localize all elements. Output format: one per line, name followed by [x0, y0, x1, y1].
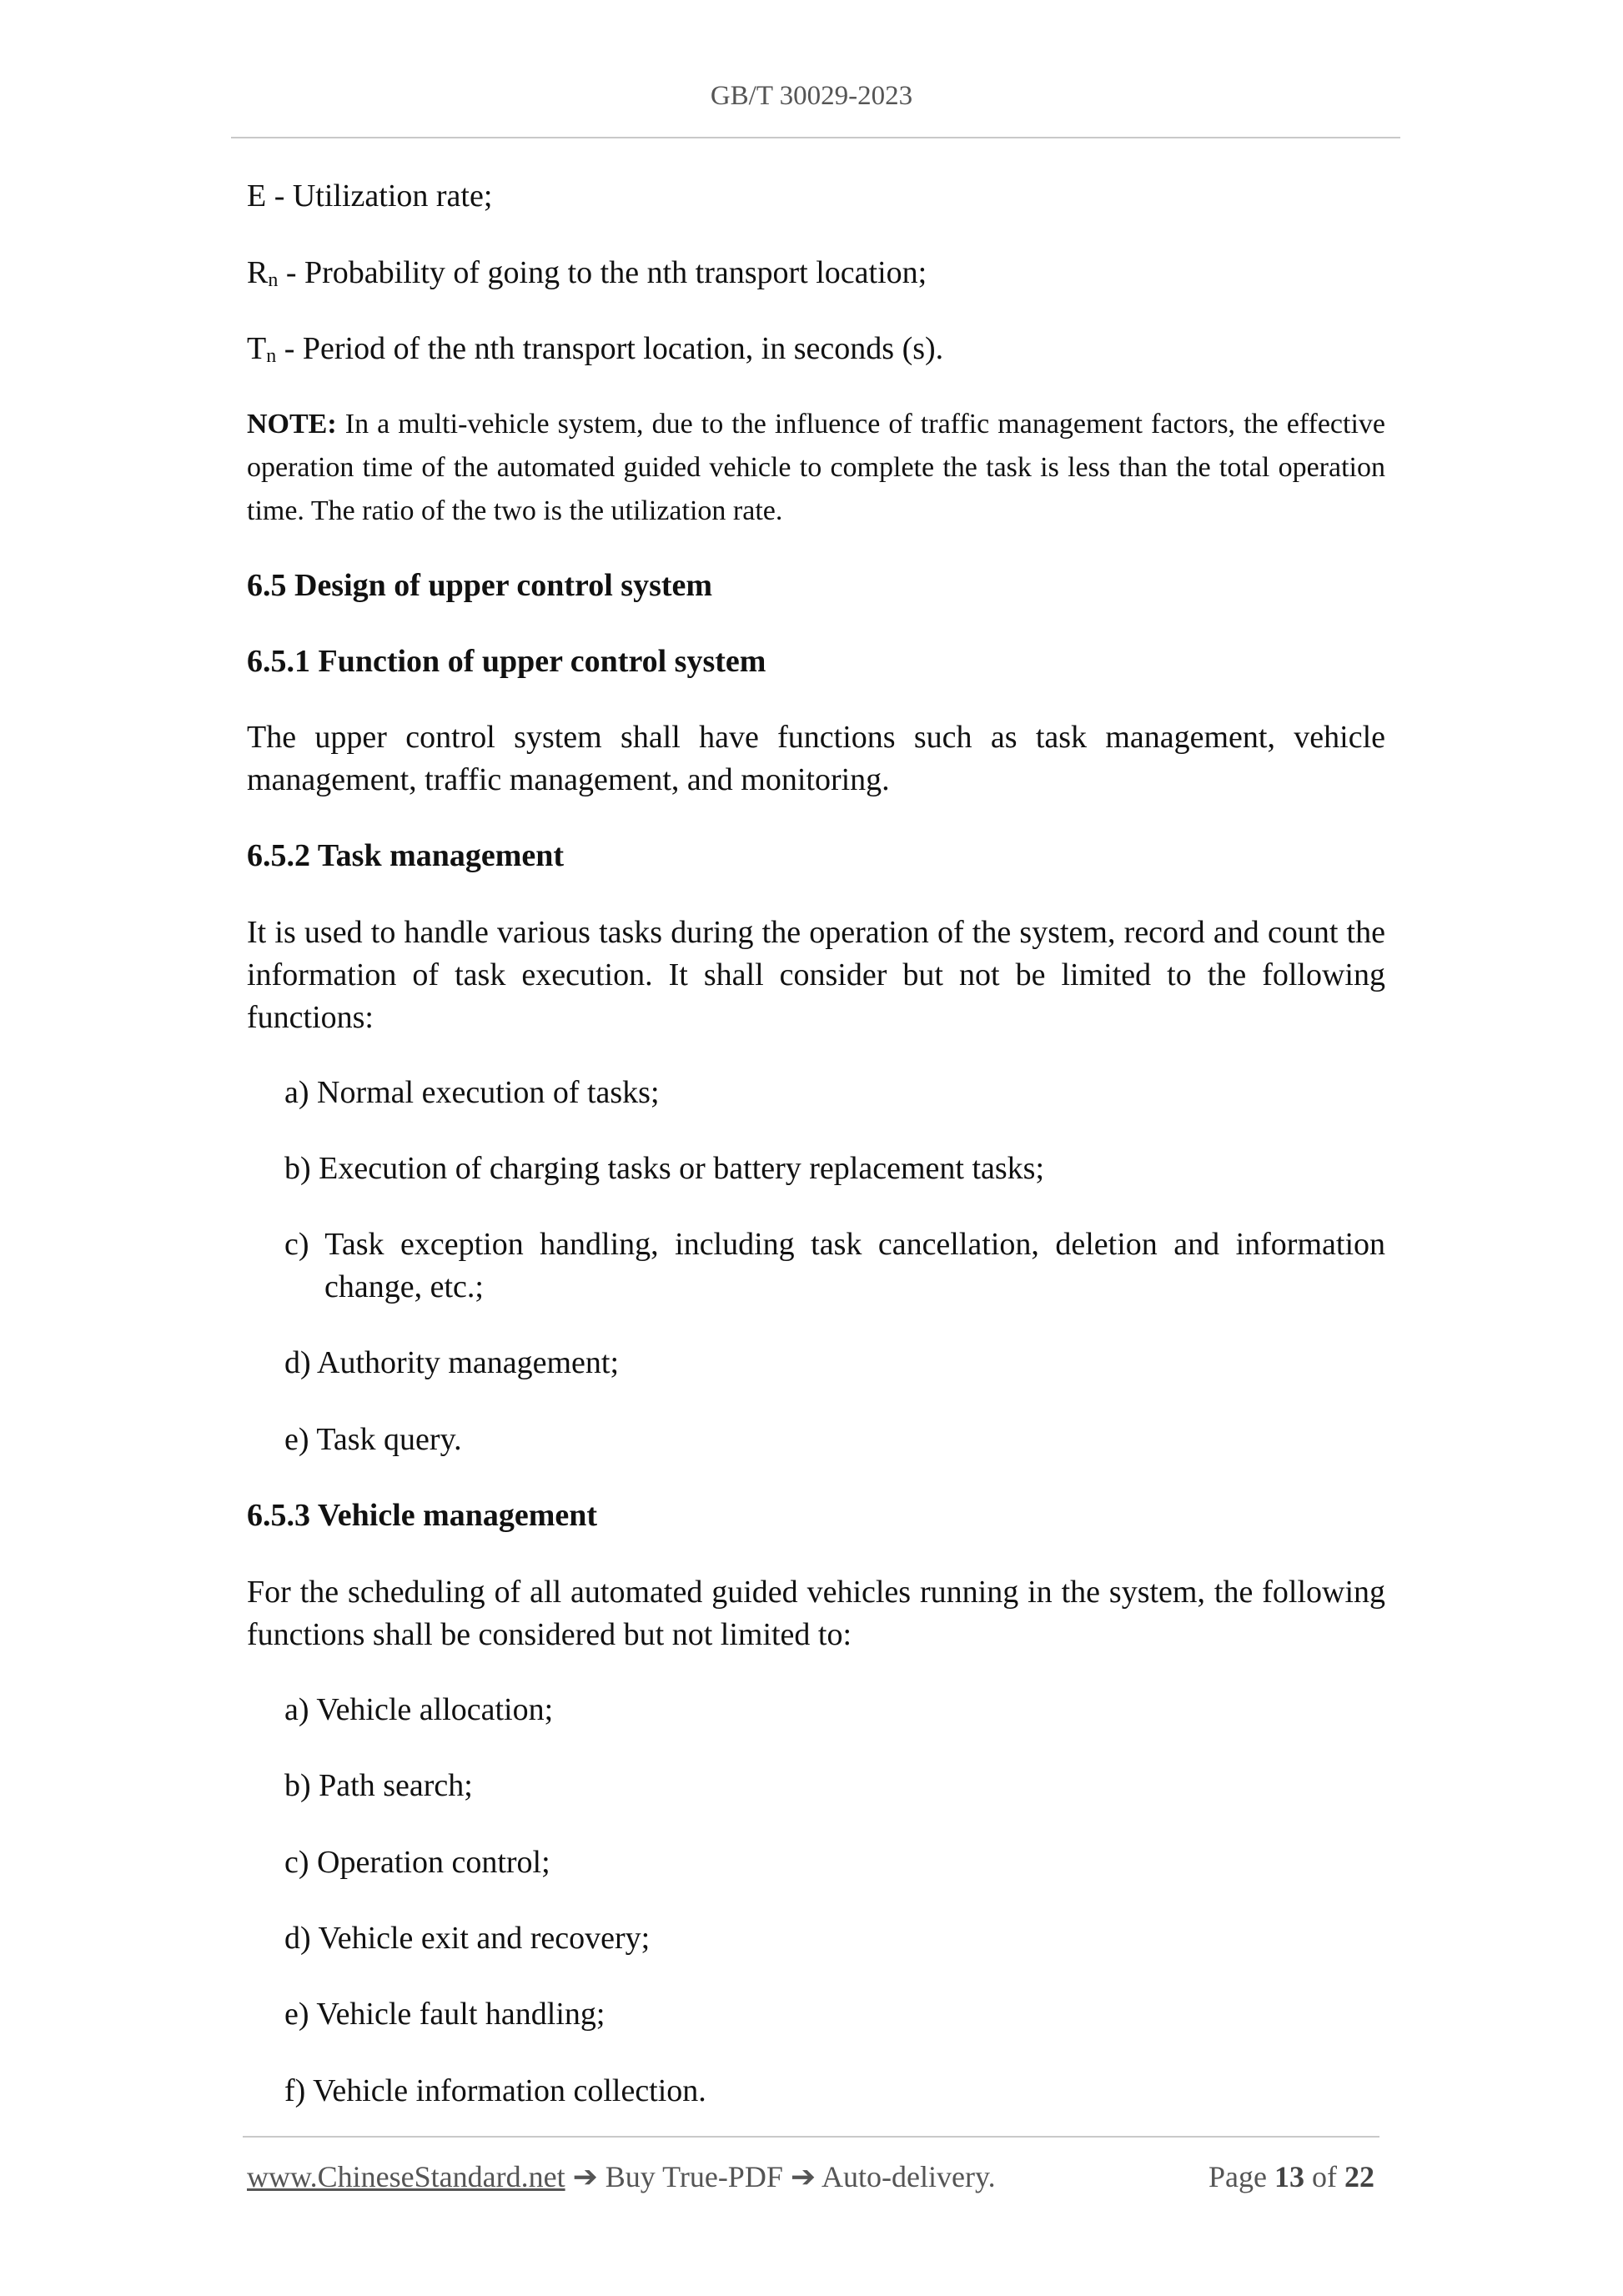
task-list-item: e) Task query.: [284, 1422, 462, 1457]
arrow-icon: ➔: [790, 2160, 817, 2193]
vehicle-list-item: f) Vehicle information collection.: [284, 2073, 706, 2108]
footer-divider: [243, 2136, 1379, 2138]
paragraph-6-5-2: It is used to handle various tasks during the operation of the system, record and count the information of task execution. It shall consider but not be limited to the following functions:: [247, 915, 1385, 1035]
vehicle-list-item: b) Path search;: [284, 1768, 473, 1803]
of-label: of: [1304, 2160, 1344, 2193]
total-pages-number: 22: [1344, 2160, 1374, 2193]
task-list-item: d) Authority management;: [284, 1345, 620, 1380]
vehicle-list-item: d) Vehicle exit and recovery;: [284, 1921, 651, 1956]
arrow-icon: ➔: [572, 2160, 598, 2193]
task-list-item: a) Normal execution of tasks;: [284, 1075, 660, 1110]
definition-rn: [247, 252, 1385, 299]
tn-subscript: n: [266, 345, 277, 367]
definition-tn: [247, 328, 1385, 374]
footer-promo: [247, 2159, 996, 2194]
task-list-item: b) Execution of charging tasks or battery replacement tasks;: [284, 1151, 1044, 1186]
vehicle-list-item: c) Operation control;: [284, 1845, 550, 1880]
note-label: NOTE:: [247, 409, 337, 440]
heading-6-5-3: 6.5.3 Vehicle management: [247, 1498, 598, 1533]
buy-true-pdf-text: Buy True-PDF: [597, 2160, 791, 2193]
chinesestandard-link[interactable]: www.ChineseStandard.net: [247, 2160, 565, 2193]
note-text: In a multi-vehicle system, due to the influence of traffic management factors, the effective operation time of the automated guided vehicle to complete the task is less than the total operation time. The ratio of the two is the utilization rate.: [247, 409, 1385, 526]
rn-subscript: n: [268, 269, 279, 291]
page-label: Page: [1208, 2160, 1274, 2193]
document-header-title: GB/T 30029-2023: [710, 81, 913, 111]
auto-delivery-text: Auto-delivery.: [816, 2160, 996, 2193]
vehicle-list-item: a) Vehicle allocation;: [284, 1692, 554, 1727]
page-number: [1208, 2159, 1374, 2194]
note-paragraph: [247, 403, 1385, 533]
tn-symbol: T: [247, 331, 267, 366]
heading-6-5-1: 6.5.1 Function of upper control system: [247, 644, 766, 679]
rn-symbol: R: [247, 255, 269, 290]
paragraph-6-5-3: For the scheduling of all automated guided vehicles running in the system, the following functions shall be considered but not limited to:: [247, 1575, 1385, 1652]
definition-e: E - Utilization rate;: [247, 178, 493, 214]
tn-text: - Period of the nth transport location, in seconds (s).: [276, 331, 944, 366]
paragraph-6-5-1: The upper control system shall have functions such as task management, vehicle management, traffic management, and monitoring.: [247, 720, 1385, 797]
current-page-number: 13: [1274, 2160, 1304, 2193]
vehicle-list-item: e) Vehicle fault handling;: [284, 1997, 605, 2032]
task-list-item: c) Task exception handling, including task cancellation, deletion and information change, etc.;: [284, 1227, 1385, 1304]
heading-6-5-2: 6.5.2 Task management: [247, 838, 565, 873]
heading-6-5: 6.5 Design of upper control system: [247, 568, 713, 603]
rn-text: - Probability of going to the nth transport location;: [278, 255, 927, 290]
